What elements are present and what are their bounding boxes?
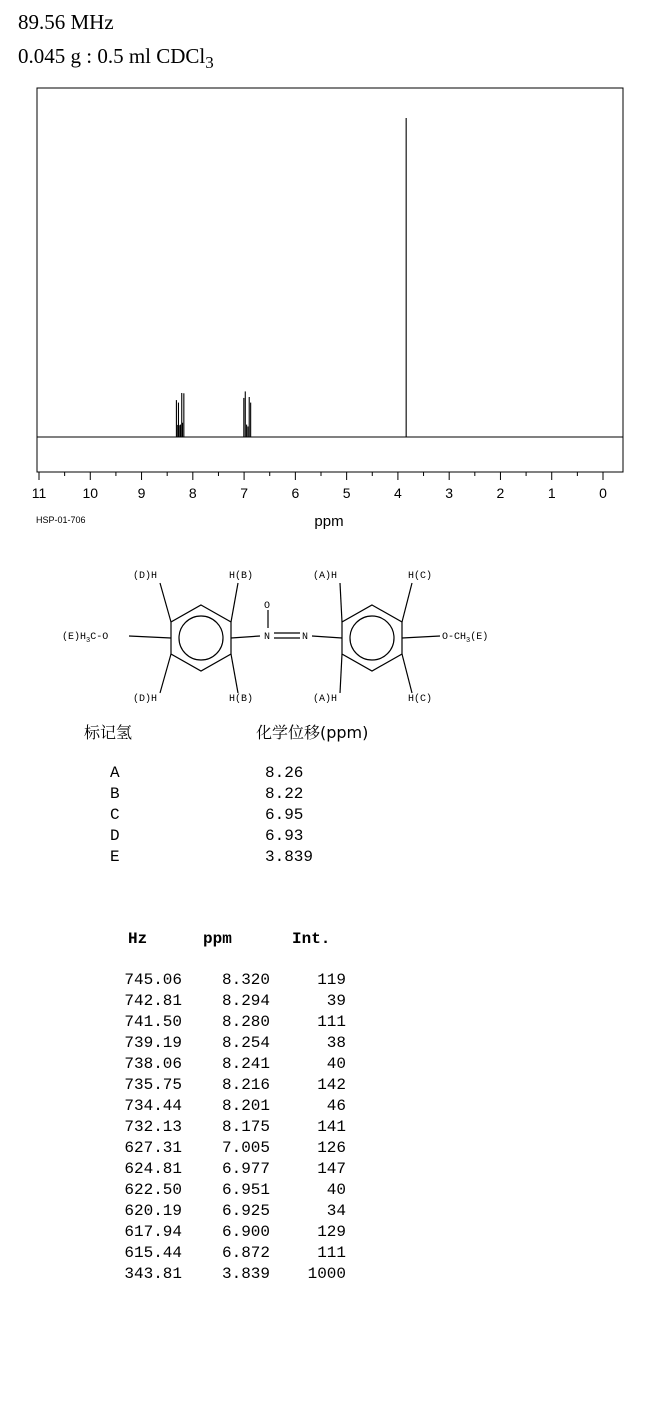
spectrometer-frequency: 89.56 MHz	[18, 10, 114, 34]
peak-intensity: 141	[317, 1118, 346, 1136]
peak-ppm: 6.977	[221, 1160, 270, 1178]
peak-intensity: 119	[317, 971, 346, 989]
chemical-structure	[0, 555, 652, 715]
peak-hz: 745.06	[124, 971, 182, 989]
peak-hz: 741.50	[124, 1013, 182, 1031]
peak-intensity: 129	[317, 1223, 346, 1241]
peak-ppm: 6.900	[221, 1223, 270, 1241]
x-tick-label: 2	[496, 485, 505, 501]
label-d-top: (D)H	[133, 571, 158, 582]
assignment-header-hydrogen: 标记氢	[84, 723, 133, 742]
assignment-label: B	[110, 785, 120, 803]
peak-intensity: 38	[326, 1034, 346, 1052]
x-axis-ticks	[32, 472, 607, 501]
peak-hz: 734.44	[124, 1097, 182, 1115]
peak-hz: 732.13	[124, 1118, 182, 1136]
bond	[340, 583, 342, 622]
peak-header-hz: Hz	[128, 930, 148, 948]
peak-ppm: 8.320	[221, 971, 270, 989]
label-a-bottom: (A)H	[313, 694, 338, 705]
peak-intensity: 46	[326, 1097, 346, 1115]
sample-text: 0.045 g : 0.5 ml CDCl	[18, 44, 206, 68]
assignment-shift: 6.93	[265, 827, 304, 845]
sample-subscript: 3	[205, 53, 214, 73]
peak-intensity: 111	[317, 1013, 346, 1031]
left-methoxy-post: C-O	[90, 632, 109, 643]
peak-hz: 615.44	[124, 1244, 182, 1262]
label-c-bottom: H(C)	[408, 694, 433, 705]
peak-ppm: 6.951	[221, 1181, 270, 1199]
spectrum-peaks	[176, 118, 406, 437]
assignment-shift: 8.26	[265, 764, 304, 782]
x-tick-label: 6	[291, 485, 300, 501]
label-d-bottom: (D)H	[133, 694, 158, 705]
bond	[160, 583, 171, 622]
left-benzene-ring	[171, 605, 231, 671]
assignment-label: C	[110, 806, 120, 824]
label-b-top: H(B)	[229, 571, 254, 582]
x-tick-label: 0	[599, 485, 607, 501]
peak-ppm: 6.872	[221, 1244, 270, 1262]
spectrum-code: HSP-01-706	[36, 515, 86, 525]
peak-ppm: 8.280	[221, 1013, 270, 1031]
peak-ppm: 8.201	[221, 1097, 270, 1115]
peak-ppm: 8.254	[221, 1034, 270, 1052]
peak-ppm: 8.216	[221, 1076, 270, 1094]
x-tick-label: 3	[445, 485, 454, 501]
peak-hz: 622.50	[124, 1181, 182, 1199]
peak-hz: 738.06	[124, 1055, 182, 1073]
peak-ppm: 8.241	[221, 1055, 270, 1073]
peak-hz: 343.81	[124, 1265, 182, 1283]
left-ring-circle	[179, 616, 223, 660]
right-methoxy-group	[442, 631, 488, 645]
x-tick-label: 8	[188, 485, 197, 501]
peak-ppm: 8.175	[221, 1118, 270, 1136]
assignment-shift: 3.839	[265, 848, 314, 866]
bond	[160, 654, 171, 693]
bond	[402, 583, 412, 622]
right-methoxy-sub: 3	[466, 637, 471, 645]
assignment-header-shift: 化学位移(ppm)	[256, 723, 369, 742]
right-ring-circle	[350, 616, 394, 660]
nmr-spectrum-chart	[0, 0, 652, 540]
peak-ppm: 8.294	[221, 992, 270, 1010]
peak-hz: 739.19	[124, 1034, 182, 1052]
left-methoxy-pre: (E)H	[62, 632, 87, 643]
left-methoxy-sub: 3	[86, 637, 91, 645]
assignment-label: E	[110, 848, 120, 866]
peak-hz: 627.31	[124, 1139, 182, 1157]
x-tick-label: 4	[394, 485, 402, 501]
x-axis-label: ppm	[314, 513, 344, 530]
peak-intensity: 34	[326, 1202, 346, 1220]
peak-intensity: 147	[317, 1160, 346, 1178]
x-tick-label: 1	[547, 485, 556, 501]
x-tick-label: 11	[31, 485, 47, 501]
peak-hz: 624.81	[124, 1160, 182, 1178]
peak-ppm: 6.925	[221, 1202, 270, 1220]
peak-header-int: Int.	[292, 930, 331, 948]
peak-hz: 620.19	[124, 1202, 182, 1220]
bond	[231, 654, 238, 693]
x-tick-label: 7	[240, 485, 248, 501]
peak-hz: 735.75	[124, 1076, 182, 1094]
peak-ppm: 7.005	[221, 1139, 270, 1157]
bond	[402, 654, 412, 693]
bond	[340, 654, 342, 693]
n-oxide-oxygen: O	[264, 601, 271, 612]
azo-nitrogen-left: N	[264, 632, 271, 643]
azo-nitrogen-right: N	[302, 632, 309, 643]
peak-header-ppm: ppm	[203, 930, 232, 948]
label-b-bottom: H(B)	[229, 694, 254, 705]
peak-intensity: 1000	[307, 1265, 346, 1283]
peak-intensity: 40	[326, 1181, 346, 1199]
peak-ppm: 3.839	[221, 1265, 270, 1283]
assignment-label: D	[110, 827, 120, 845]
x-tick-label: 10	[82, 485, 99, 501]
bond	[402, 636, 440, 638]
assignment-shift: 6.95	[265, 806, 304, 824]
peak-intensity: 126	[317, 1139, 346, 1157]
bond	[129, 636, 171, 638]
right-methoxy-post: (E)	[470, 632, 489, 643]
x-tick-label: 9	[137, 485, 146, 501]
peak-intensity: 40	[326, 1055, 346, 1073]
right-methoxy-pre: O-CH	[442, 632, 467, 643]
peak-intensity: 39	[326, 992, 346, 1010]
peak-intensity: 142	[317, 1076, 346, 1094]
right-benzene-ring	[342, 605, 402, 671]
assignment-label: A	[110, 764, 120, 782]
bond	[231, 636, 260, 638]
x-tick-label: 5	[342, 485, 351, 501]
bond	[312, 636, 342, 638]
assignment-shift: 8.22	[265, 785, 304, 803]
plot-frame	[37, 88, 623, 472]
bond	[231, 583, 238, 622]
label-a-top: (A)H	[313, 571, 338, 582]
peak-intensity: 111	[317, 1244, 346, 1262]
label-c-top: H(C)	[408, 571, 433, 582]
peak-hz: 617.94	[124, 1223, 182, 1241]
peak-hz: 742.81	[124, 992, 182, 1010]
left-methoxy-group	[62, 631, 108, 645]
